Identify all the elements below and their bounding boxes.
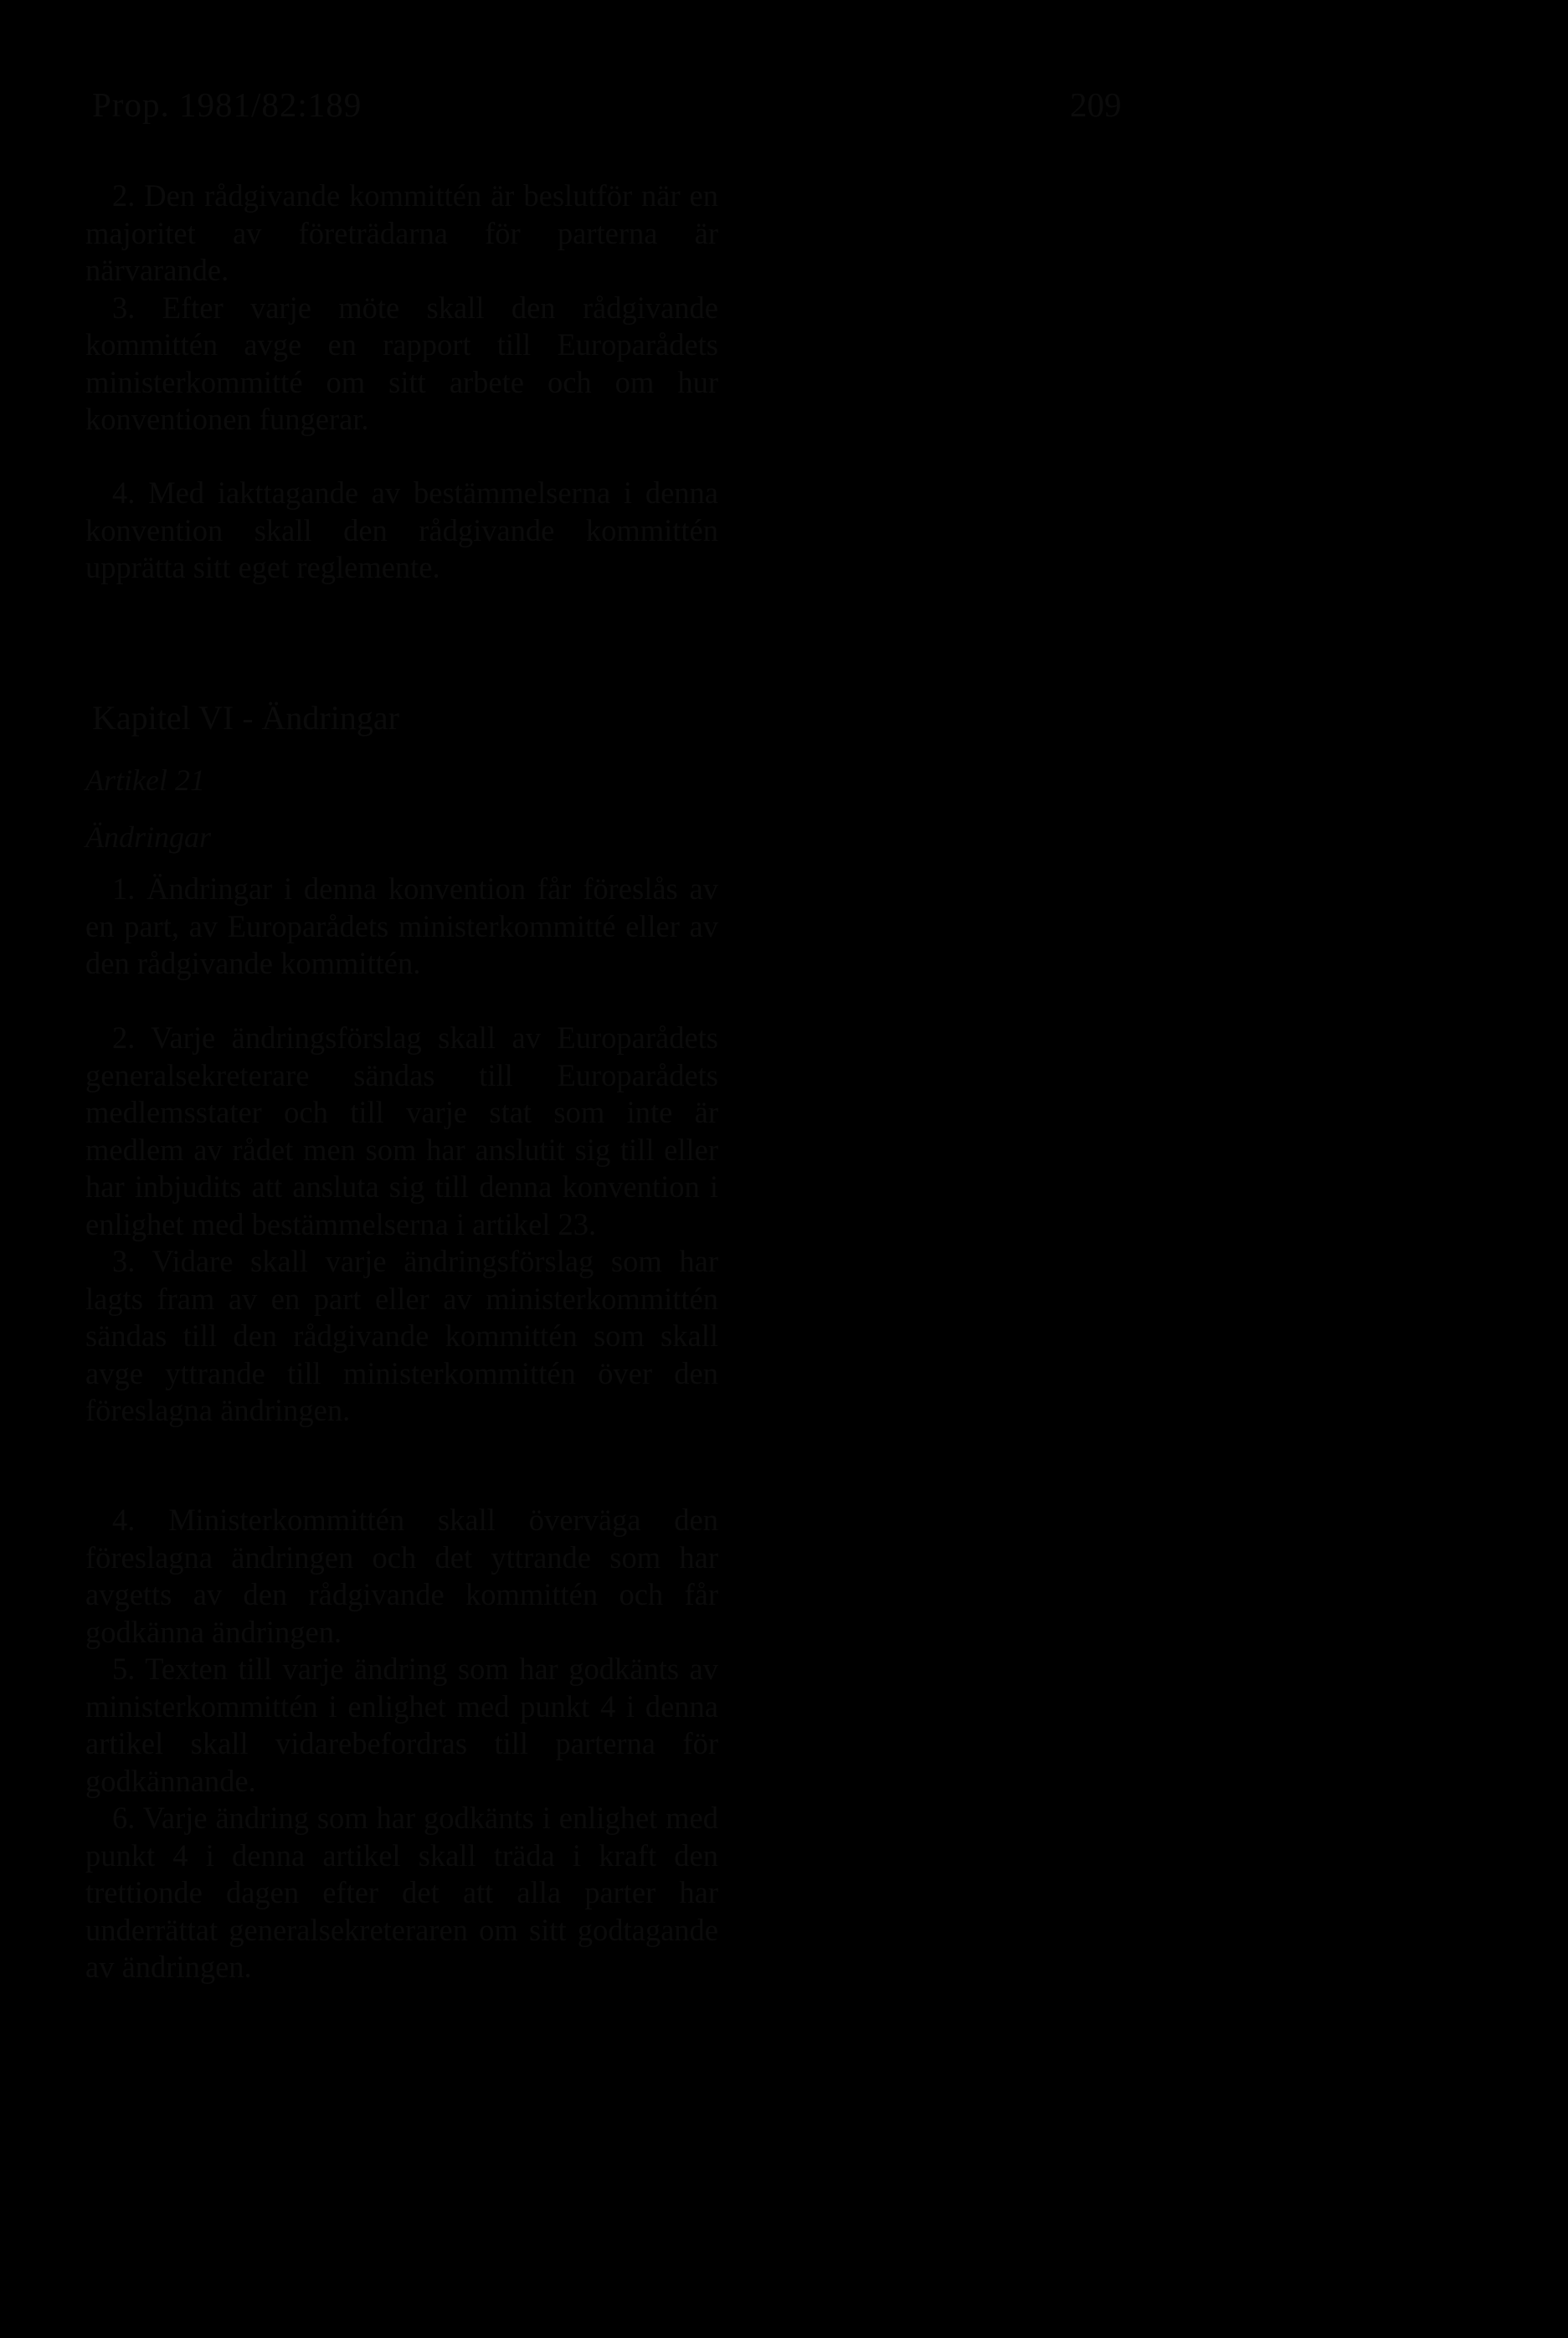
paragraph-1: 1. Ändringar i denna konvention får föreslås av en part, av Europarådets ministerkommitté eller av den rådgivande kommittén. [85, 871, 718, 980]
paragraph-group-4 [85, 1020, 718, 1430]
running-header: Prop. 1981/82:189 [92, 85, 362, 124]
paragraph-4: 4. Med iakttagande av bestämmelserna i denna konvention skall den rådgivande kommittén upprätta sitt eget reglemente. [85, 475, 718, 584]
paragraph-6: 6. Varje ändring som har godkänts i enlighet med punkt 4 i denna artikel skall träda i kraft den trettionde dagen efter det att alla parter har underrättat generalsekreteraren om sitt godtagande av ändringen. [85, 1801, 718, 1984]
paragraph-group-1 [85, 177, 718, 439]
paragraph-3: 3. Vidare skall varje ändringsförslag som har lagts fram av en part eller av ministerkommittén sändas till den rådgivande kommittén som skall avge yttrande till ministerkommittén över den föreslagna ändringen. [85, 1244, 718, 1427]
chapter-title: Kapitel VI - Ändringar [92, 699, 399, 737]
paragraph-3: 3. Efter varje möte skall den rådgivande kommittén avge en rapport till Europarådets ministerkommitté om sitt arbete och om hur konventionen fungerar. [85, 290, 718, 436]
paragraph-5: 5. Texten till varje ändring som har godkänts av ministerkommittén i enlighet med punkt 4 i denna artikel skall vidarebefordras till parterna för godkännande. [85, 1652, 718, 1798]
paragraph-group-3 [85, 871, 718, 983]
article-label: Artikel 21 [85, 763, 205, 797]
paragraph-2: 2. Den rådgivande kommittén är beslutför när en majoritet av företrädarna för parterna är närvarande. [85, 178, 718, 287]
paragraph-4: 4. Ministerkommittén skall överväga den föreslagna ändringen och det yttrande som har avgetts av den rådgivande kommittén och får godkänna ändringen. [85, 1503, 718, 1649]
paragraph-group-2 [85, 475, 718, 587]
page-number: 209 [1070, 85, 1122, 124]
paragraph-group-5 [85, 1502, 718, 1986]
paragraph-2: 2. Varje ändringsförslag skall av Europarådets generalsekreterare sändas till Europarådets medlemsstater och till varje stat som inte är medlem av rådet men som har anslutit sig till eller har inbjudits att ansluta sig till denna konvention i enlighet med bestämmelserna i artikel 23. [85, 1020, 718, 1241]
article-subtitle: Ändringar [85, 820, 212, 854]
